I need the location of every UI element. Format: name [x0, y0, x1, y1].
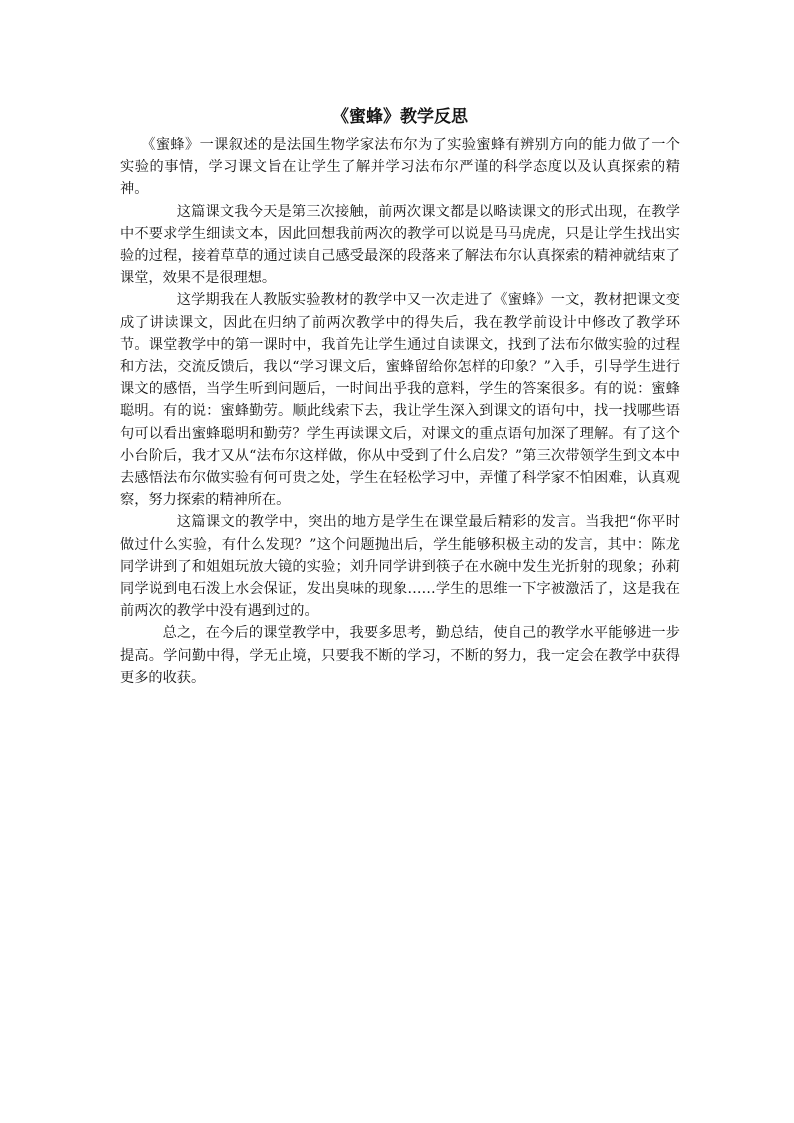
document-title: 《蜜蜂》教学反思 — [332, 107, 468, 127]
paragraph-highlight: 这篇课文的教学中，突出的地方是学生在课堂最后精彩的发言。当我把“你平时做过什么实验，有什么发现？”这个问题抛出后，学生能够积极主动的发言，其中：陈龙同学讲到了和姐姐玩放大镜的实验；刘升同学讲到筷子在水碗中发生光折射的现象；孙莉同学说到电石泼上水会保证，发出臭味的现象……学生的思维一下字被激活了，这是我在前两次的教学中没有遇到过的。 — [120, 514, 680, 620]
paragraph-previous-teaching: 这篇课文我今天是第三次接触，前两次课文都是以略读课文的形式出现，在教学中不要求学生细读文本，因此回想我前两次的教学可以说是马马虎虎，只是让学生找出实验的过程，接着草草的通过读自己感受最深的段落来了解法布尔认真探索的精神就结束了课堂，效果不是很理想。 — [120, 203, 680, 287]
paragraph-conclusion: 总之，在今后的课堂教学中，我要多思考，勤总结，使自己的教学水平能够进一步提高。学问勤中得，学无止境，只要我不断的学习，不断的努力，我一定会在教学中获得更多的收获。 — [120, 625, 680, 686]
paragraph-intro: 《蜜蜂》一课叙述的是法国生物学家法布尔为了实验蜜蜂有辨别方向的能力做了一个实验的事情，学习课文旨在让学生了解并学习法布尔严谨的科学态度以及认真探索的精神。 — [120, 137, 680, 198]
paragraph-this-semester: 这学期我在人教版实验教材的教学中又一次走进了《蜜蜂》一文，教材把课文变成了讲读课文，因此在归纳了前两次教学中的得失后，我在教学前设计中修改了教学环节。课堂教学中的第一课时中，我首先让学生通过自读课文，找到了法布尔做实验的过程和方法，交流反馈后，我以“学习课文后，蜜蜂留给你怎样的印象？”入手，引导学生进行课文的感悟，当学生听到问题后，一时间出乎我的意料，学生的答案很多。有的说：蜜蜂聪明。有的说：蜜蜂勤劳。顺此线索下去，我让学生深入到课文的语句中，找一找哪些语句可以看出蜜蜂聪明和勤劳？学生再读课文后，对课文的重点语句加深了理解。有了这个小台阶后，我才又从“法布尔这样做，你从中受到了什么启发？”第三次带领学生到文本中去感悟法布尔做实验有何可贵之处，学生在轻松学习中，弄懂了科学家不怕困难，认真观察，努力探索的精神所在。 — [120, 292, 680, 509]
document-page — [120, 100, 680, 689]
